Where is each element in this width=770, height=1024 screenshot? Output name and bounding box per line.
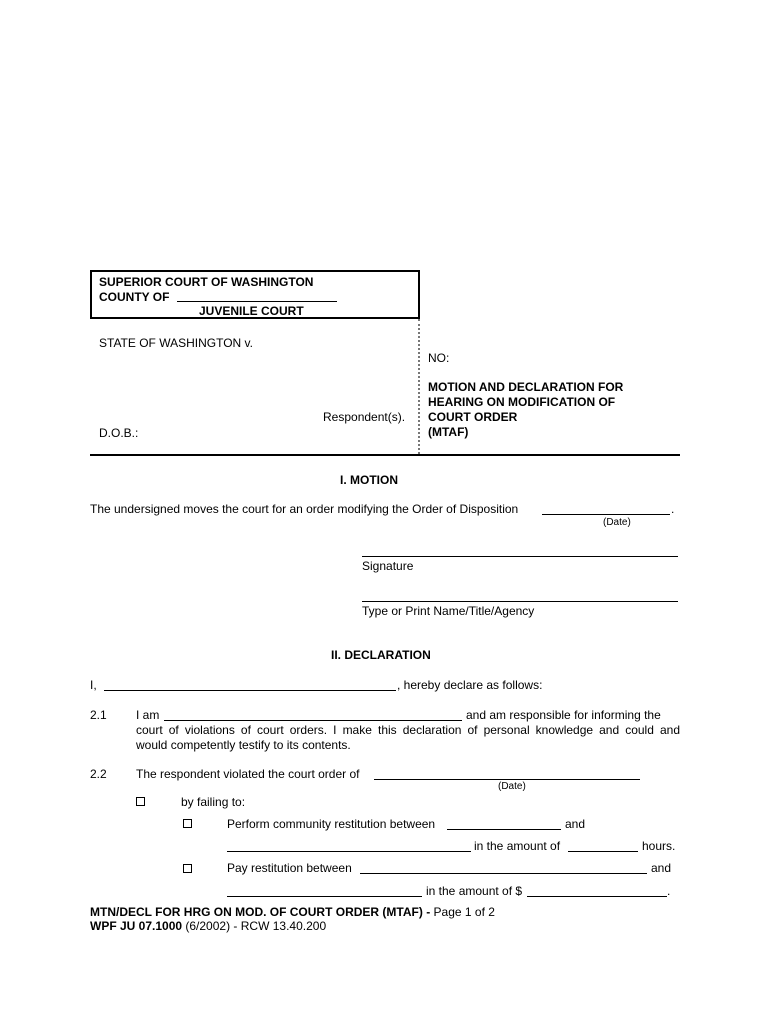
state-line: STATE OF WASHINGTON v. (99, 336, 254, 350)
pay-restitution-period: . (667, 884, 671, 898)
pay-restitution-amount-label: in the amount of $ (426, 884, 523, 898)
footer-line-1 (90, 905, 495, 919)
pay-restitution-label: Pay restitution between (227, 861, 352, 875)
juvenile-court-label: JUVENILE COURT (199, 304, 304, 318)
title-line-2: HEARING ON MODIFICATION OF (428, 395, 616, 409)
pay-restitution-start-field[interactable] (360, 873, 647, 874)
section-2-2-text: The respondent violated the court order of (136, 767, 360, 781)
footer-form-number: WPF JU 07.1000 (90, 919, 183, 933)
name-title-agency-label: Type or Print Name/Title/Agency (362, 604, 535, 618)
title-line-1: MOTION AND DECLARATION FOR (428, 380, 624, 394)
declarant-role-field[interactable] (164, 720, 462, 721)
name-title-agency-field[interactable] (362, 601, 678, 602)
declarant-name-field[interactable] (104, 690, 396, 691)
hours-label: hours. (642, 839, 676, 853)
community-restitution-end-field[interactable] (227, 851, 471, 852)
signature-label: Signature (362, 559, 414, 573)
caption-bottom-rule (90, 454, 680, 456)
section-2-1-line-2: court of violations of court orders. I make this declaration of personal knowledge and could and (136, 723, 680, 737)
case-number-label: NO: (428, 351, 450, 365)
violation-date-field[interactable] (374, 779, 640, 780)
community-restitution-checkbox[interactable] (183, 819, 192, 828)
violation-date-label: (Date) (498, 781, 526, 792)
community-restitution-and: and (565, 817, 586, 831)
footer-line-2 (90, 919, 326, 933)
caption-divider (418, 319, 420, 454)
section-2-2-number: 2.2 (90, 767, 107, 781)
by-failing-checkbox[interactable] (136, 797, 145, 806)
by-failing-label: by failing to: (181, 795, 246, 809)
pay-restitution-checkbox[interactable] (183, 864, 192, 873)
footer-page-number: Page 1 of 2 (430, 905, 495, 919)
section-2-1-suffix: and am responsible for informing the (466, 708, 661, 722)
title-line-4: (MTAF) (428, 425, 469, 439)
motion-heading: I. MOTION (340, 473, 398, 487)
respondent-label: Respondent(s). (323, 410, 406, 424)
disposition-date-field[interactable] (542, 514, 670, 515)
dob-label: D.O.B.: (99, 426, 139, 440)
motion-period: . (671, 502, 675, 516)
signature-field[interactable] (362, 556, 678, 557)
section-2-1-prefix: I am (136, 708, 160, 722)
community-restitution-hours-field[interactable] (568, 851, 638, 852)
footer-revision: (6/2002) - RCW 13.40.200 (182, 919, 327, 933)
title-line-3: COURT ORDER (428, 410, 518, 424)
section-2-1-number: 2.1 (90, 708, 107, 722)
motion-date-label: (Date) (603, 517, 631, 528)
county-label: COUNTY OF (99, 290, 170, 304)
declarant-prefix: I, (90, 678, 97, 692)
section-2-1-line-3: would competently testify to its contents. (136, 738, 351, 752)
pay-restitution-end-field[interactable] (227, 896, 422, 897)
county-field[interactable] (177, 301, 337, 302)
declarant-suffix: , hereby declare as follows: (397, 678, 543, 692)
community-restitution-amount-label: in the amount of (474, 839, 561, 853)
motion-text: The undersigned moves the court for an order modifying the Order of Disposition (90, 502, 519, 516)
court-name: SUPERIOR COURT OF WASHINGTON (99, 275, 314, 289)
community-restitution-start-field[interactable] (447, 829, 561, 830)
footer-form-title: MTN/DECL FOR HRG ON MOD. OF COURT ORDER (MTAF) - (90, 905, 431, 919)
pay-restitution-amount-field[interactable] (527, 896, 667, 897)
community-restitution-label: Perform community restitution between (227, 817, 436, 831)
pay-restitution-and: and (651, 861, 672, 875)
declaration-heading: II. DECLARATION (331, 648, 431, 662)
document-title (428, 380, 623, 440)
